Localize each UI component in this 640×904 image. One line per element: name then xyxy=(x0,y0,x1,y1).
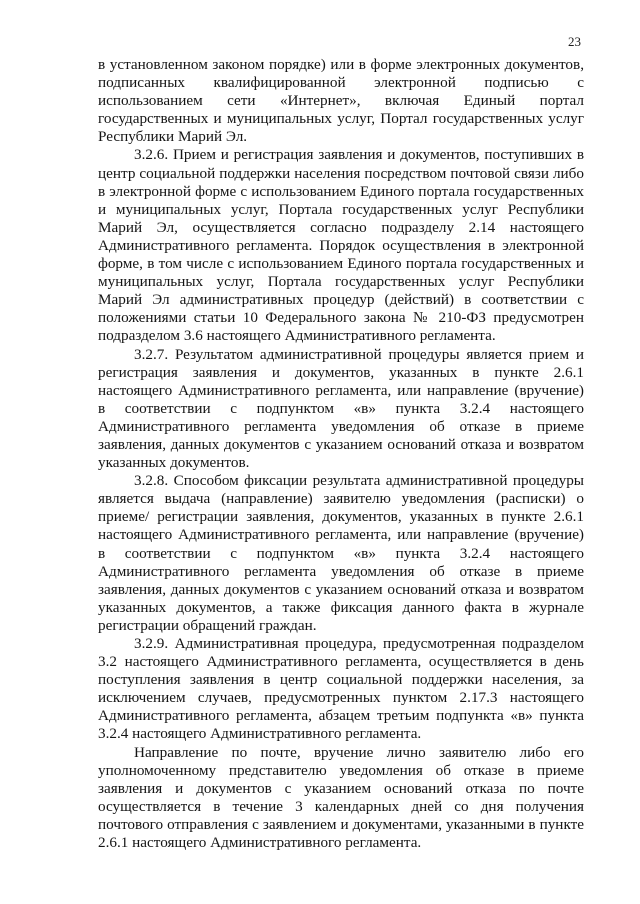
paragraph-3-2-8: 3.2.8. Способом фиксации результата административной процедуры является выдача (направление) заявителю уведомления (расписки) о приеме/ регистрации заявления, документов, указанных в пункте 2.6.1 настоящего Административного регламента, или направление (вручение) в соответствии с подпунктом «в» пункта 3.2.4 настоящего Административного регламента уведомления об отказе в приеме заявления, данных документов с указанием оснований отказа и возвратом указанных документов, а также фиксация данного факта в журнале регистрации обращений граждан. xyxy=(98,472,584,634)
paragraph-3-2-7: 3.2.7. Результатом административной процедуры является прием и регистрация заявления и документов, указанных в пункте 2.6.1 настоящего Административного регламента, или направление (вручение) в соответствии с подпунктом «в» пункта 3.2.4 настоящего Административного регламента уведомления об отказе в приеме заявления, данных документов с указанием оснований отказа и возвратом указанных документов. xyxy=(98,345,584,472)
page-number: 23 xyxy=(568,34,581,49)
document-body xyxy=(98,56,584,852)
paragraph-continuation: в установленном законом порядке) или в форме электронных документов, подписанных квалифицированной электронной подписью с использованием сети «Интернет», включая Единый портал государственных и муниципальных услуг, Портал государственных услуг Республики Марий Эл. xyxy=(98,56,584,146)
paragraph-3-2-6: 3.2.6. Прием и регистрация заявления и документов, поступивших в центр социальной поддержки населения посредством почтовой связи либо в электронной форме с использованием Единого портала государственных и муниципальных услуг, Портала государственных услуг Республики Марий Эл, осуществляется согласно подразделу 2.14 настоящего Административного регламента. Порядок осуществления в электронной форме, в том числе с использованием Единого портала государственных и муниципальных услуг, Портала государственных услуг Республики Марий Эл административных процедур (действий) в соответствии с положениями статьи 10 Федерального закона № 210-ФЗ предусмотрен подразделом 3.6 настоящего Административного регламента. xyxy=(98,146,584,345)
paragraph-3-2-9: 3.2.9. Административная процедура, предусмотренная подразделом 3.2 настоящего Административного регламента, осуществляется в день поступления заявления в центр социальной поддержки населения, за исключением случаев, предусмотренных пунктом 2.17.3 настоящего Административного регламента, абзацем третьим подпункта «в» пункта 3.2.4 настоящего Административного регламента. xyxy=(98,635,584,743)
paragraph-mail-delivery: Направление по почте, вручение лично заявителю либо его уполномоченному представителю уведомления об отказе в приеме заявления и документов с указанием оснований отказа по почте осуществляется в течение 3 календарных дней со дня получения почтового отправления с заявлением и документами, указанными в пункте 2.6.1 настоящего Административного регламента. xyxy=(98,743,584,852)
